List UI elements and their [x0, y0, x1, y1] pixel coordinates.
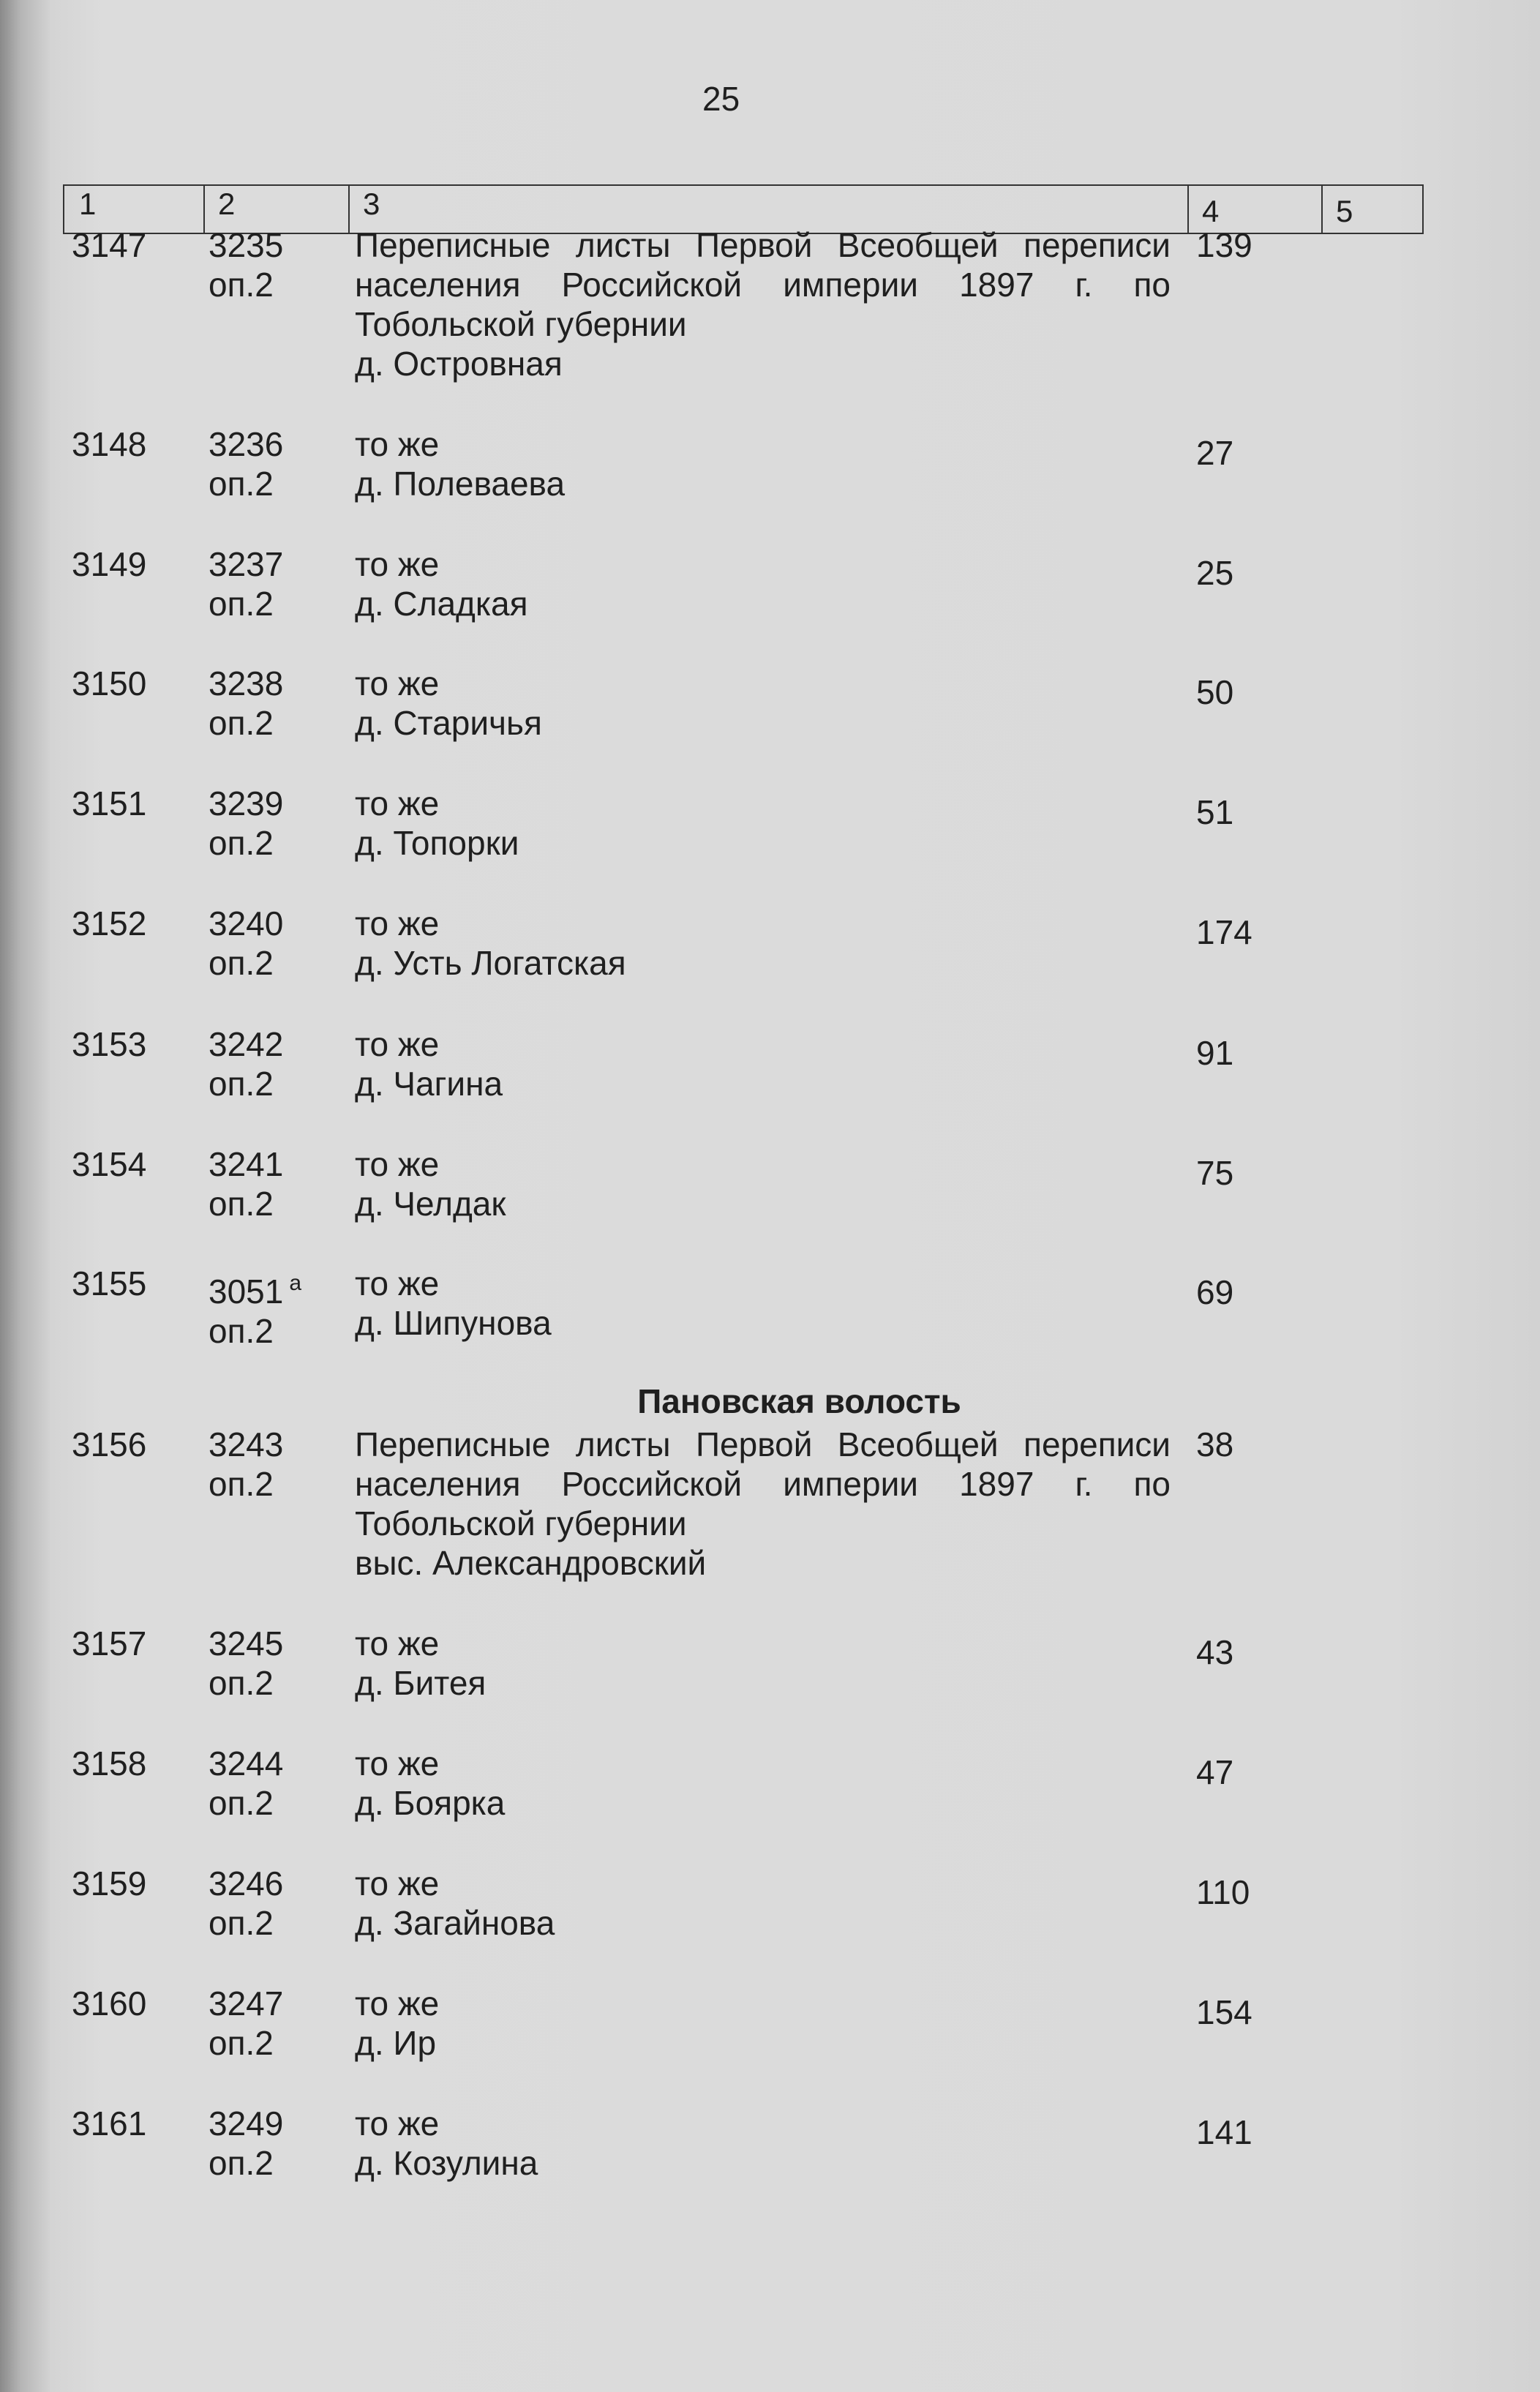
description — [355, 1264, 552, 1343]
description-line: Переписные листы Первой Всеобщей переписи — [355, 1425, 1171, 1463]
fond-value: 3247 — [209, 1984, 284, 2022]
description-line: д. Боярка — [355, 1784, 506, 1822]
description-line: д. Топорки — [355, 824, 519, 862]
description-line: то же — [355, 1624, 440, 1662]
description-line: то же — [355, 664, 440, 702]
fond-value: 3245 — [209, 1624, 284, 1662]
description — [355, 225, 1171, 383]
description-line: Тобольской губернии — [355, 1504, 687, 1542]
description-line: то же — [355, 1864, 440, 1902]
fond-number — [209, 1864, 283, 1943]
row-number: 3147 — [72, 226, 147, 264]
row-number: 3151 — [72, 784, 147, 822]
description-line: д. Ир — [355, 2024, 437, 2062]
description-line: д. Битея — [355, 1664, 487, 1702]
sheet-count: 38 — [1196, 1425, 1234, 1463]
fond-number — [209, 2104, 283, 2183]
description — [355, 424, 565, 503]
description-line: д. Челдак — [355, 1185, 506, 1223]
fond-number — [209, 225, 283, 304]
sheet-count: 69 — [1196, 1273, 1234, 1311]
opis-value: оп.2 — [209, 704, 274, 742]
fond-number — [209, 1744, 283, 1823]
row-number: 3157 — [72, 1624, 147, 1662]
description-line: то же — [355, 1984, 440, 2022]
sheet-count: 141 — [1196, 2113, 1252, 2151]
description-line: д. Сладкая — [355, 585, 528, 623]
row-number: 3160 — [72, 1984, 147, 2022]
opis-value: оп.2 — [209, 1312, 274, 1350]
description-line: д. Чагина — [355, 1065, 503, 1103]
fond-value: 3238 — [209, 664, 284, 702]
row-number: 3158 — [72, 1744, 147, 1782]
description-line: то же — [355, 545, 440, 583]
section-title: Пановская волость — [637, 1382, 961, 1420]
sheet-count: 75 — [1196, 1154, 1234, 1192]
header-col-2: 2 — [218, 187, 236, 221]
description-line: д. Полеваева — [355, 465, 566, 503]
opis-value: оп.2 — [209, 2144, 274, 2182]
description-line: то же — [355, 425, 440, 463]
description-line: д. Шипунова — [355, 1304, 552, 1342]
description — [355, 1624, 486, 1703]
row-number: 3154 — [72, 1145, 147, 1183]
opis-value: оп.2 — [209, 585, 274, 623]
description-line: д. Козулина — [355, 2144, 538, 2182]
page-number: 25 — [702, 80, 740, 118]
sheet-count: 43 — [1196, 1633, 1234, 1671]
description-line: Переписные листы Первой Всеобщей переписи — [355, 226, 1171, 264]
description-line: то же — [355, 904, 440, 942]
description-line: населения Российской империи 1897 г. по — [355, 266, 1171, 304]
description — [355, 2104, 538, 2183]
opis-value: оп.2 — [209, 944, 274, 982]
sheet-count: 51 — [1196, 793, 1234, 831]
description-line: то же — [355, 1264, 440, 1302]
opis-value: оп.2 — [209, 1185, 274, 1223]
fond-value: 3237 — [209, 545, 284, 583]
opis-value: оп.2 — [209, 1784, 274, 1822]
fond-number — [209, 904, 283, 983]
fond-number — [209, 1144, 283, 1223]
description — [355, 544, 528, 623]
description — [355, 664, 542, 743]
sheet-count: 110 — [1196, 1873, 1250, 1911]
opis-value: оп.2 — [209, 1904, 274, 1942]
opis-value: оп.2 — [209, 266, 274, 304]
fond-number — [209, 1024, 283, 1103]
row-number: 3155 — [72, 1264, 147, 1302]
description-line: то же — [355, 1025, 440, 1063]
fond-value: 3241 — [209, 1145, 284, 1183]
fond-number — [209, 1425, 283, 1504]
description — [355, 1024, 503, 1103]
fond-value: 3051 — [209, 1272, 284, 1311]
opis-value: оп.2 — [209, 1664, 274, 1702]
description — [355, 1744, 505, 1823]
row-number: 3156 — [72, 1425, 147, 1463]
fond-value: 3242 — [209, 1025, 284, 1063]
fond-number — [209, 1984, 283, 2063]
description — [355, 1864, 555, 1943]
sheet-count: 91 — [1196, 1034, 1234, 1072]
row-number: 3159 — [72, 1864, 147, 1902]
description-line: д. Старичья — [355, 704, 542, 742]
fond-number — [209, 784, 283, 863]
row-number: 3152 — [72, 904, 147, 942]
fond-value: 3236 — [209, 425, 284, 463]
fond-value: 3249 — [209, 2104, 284, 2142]
description — [355, 1984, 439, 2063]
description-line: д. Островная — [355, 345, 563, 383]
description-line: то же — [355, 1744, 440, 1782]
fond-value: 3240 — [209, 904, 284, 942]
row-number: 3150 — [72, 664, 147, 702]
header-col-3: 3 — [363, 187, 380, 221]
fond-number — [209, 1264, 301, 1351]
row-number: 3161 — [72, 2104, 147, 2142]
sheet-count: 154 — [1196, 1993, 1252, 2031]
row-number: 3153 — [72, 1025, 147, 1063]
fond-value: 3235 — [209, 226, 284, 264]
opis-value: оп.2 — [209, 824, 274, 862]
sheet-count: 25 — [1196, 554, 1234, 592]
opis-value: оп.2 — [209, 1065, 274, 1103]
fond-number — [209, 664, 283, 743]
fond-number — [209, 424, 283, 503]
fond-value: 3246 — [209, 1864, 284, 1902]
row-number: 3148 — [72, 425, 147, 463]
description — [355, 1425, 1171, 1583]
fond-value: 3243 — [209, 1425, 284, 1463]
description — [355, 904, 626, 983]
description-line: то же — [355, 784, 440, 822]
sheet-count: 174 — [1196, 913, 1252, 951]
description — [355, 1144, 506, 1223]
header-col-4: 4 — [1202, 194, 1220, 228]
description-line: выс. Александровский — [355, 1544, 707, 1582]
opis-value: оп.2 — [209, 465, 274, 503]
fond-number — [209, 1624, 283, 1703]
sheet-count: 139 — [1196, 226, 1252, 264]
sheet-count: 50 — [1196, 673, 1234, 711]
description-line: д. Усть Логатская — [355, 944, 626, 982]
header-col-1: 1 — [79, 187, 97, 221]
fond-value: 3244 — [209, 1744, 284, 1782]
description-line: то же — [355, 1145, 440, 1183]
description-line: д. Загайнова — [355, 1904, 555, 1942]
description — [355, 784, 519, 863]
sheet-count: 27 — [1196, 434, 1234, 472]
opis-value: оп.2 — [209, 2024, 274, 2062]
description-line: населения Российской империи 1897 г. по — [355, 1465, 1171, 1503]
fond-value: 3239 — [209, 784, 284, 822]
fond-superscript: а — [289, 1271, 302, 1295]
opis-value: оп.2 — [209, 1465, 274, 1503]
description-line: то же — [355, 2104, 440, 2142]
fond-number — [209, 544, 283, 623]
sheet-count: 47 — [1196, 1753, 1234, 1791]
row-number: 3149 — [72, 545, 147, 583]
description-line: Тобольской губернии — [355, 305, 687, 343]
header-col-5: 5 — [1336, 194, 1353, 228]
